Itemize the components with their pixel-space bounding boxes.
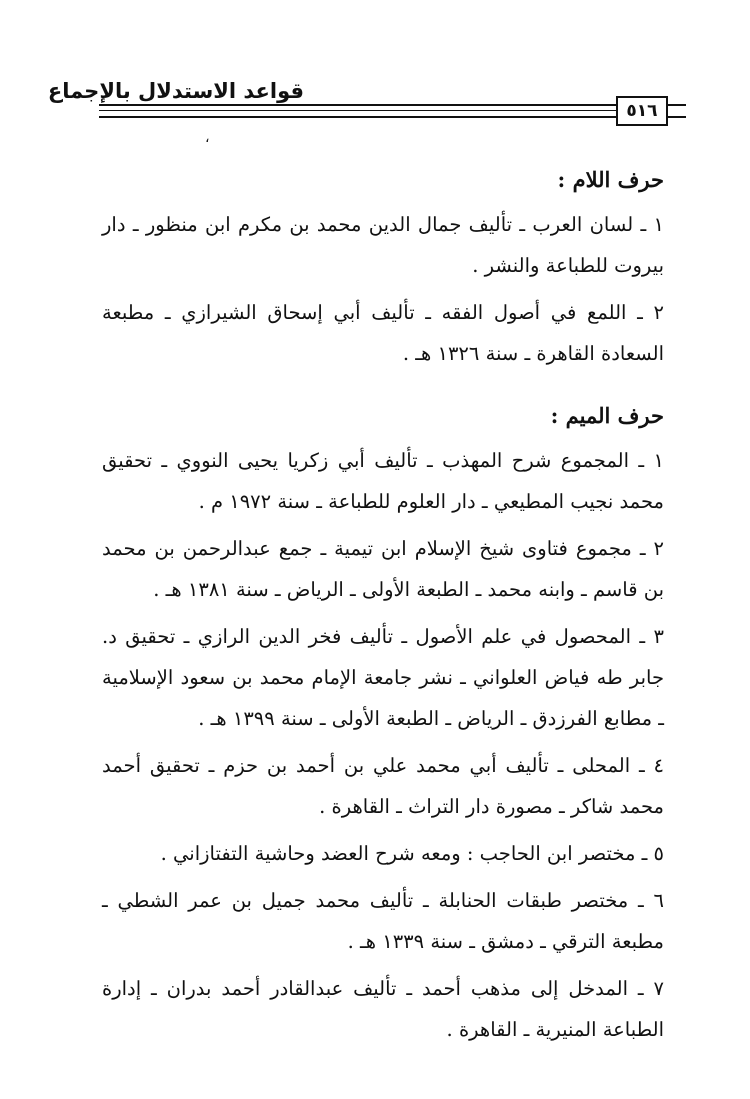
bibliography-entry: ٢ ـ مجموع فتاوى شيخ الإسلام ابن تيمية ـ جمع عبدالرحمن بن محمد بن قاسم ـ وابنه محمد ـ الطبعة الأولى ـ الرياض ـ سنة ١٣٨١ هـ . — [102, 537, 664, 601]
header-rule-top — [99, 104, 667, 106]
page-number: ٥١٦ — [616, 96, 668, 126]
stray-mark: ، — [205, 130, 210, 146]
bibliography-entry: ٦ ـ مختصر طبقات الحنابلة ـ تأليف محمد جميل بن عمر الشطي ـ مطبعة الترقي ـ دمشق ـ سنة ١٣٣٩ هـ . — [102, 889, 664, 953]
section-lam — [102, 160, 664, 374]
section-mim — [102, 396, 664, 1050]
header-rule-middle — [99, 110, 667, 111]
section-heading: حرف الميم : — [550, 403, 664, 428]
bibliography-entry: ١ ـ لسان العرب ـ تأليف جمال الدين محمد بن مكرم ابن منظور ـ دار بيروت للطباعة والنشر . — [102, 213, 664, 277]
bibliography-entry: ٥ ـ مختصر ابن الحاجب : ومعه شرح العضد وحاشية التفتازاني . — [160, 842, 664, 865]
running-title: قواعد الاستدلال بالإجماع — [47, 79, 304, 103]
bibliography-entry: ٤ ـ المحلى ـ تأليف أبي محمد علي بن أحمد بن حزم ـ تحقيق أحمد محمد شاكر ـ مصورة دار التراث ـ القاهرة . — [102, 754, 664, 818]
bibliography-entry: ٢ ـ اللمع في أصول الفقه ـ تأليف أبي إسحاق الشيرازي ـ مطبعة السعادة القاهرة ـ سنة ١٣٢٦ هـ . — [102, 301, 664, 365]
header-rule-bottom — [99, 116, 667, 118]
section-heading: حرف اللام : — [557, 167, 664, 192]
bibliography-entry: ٧ ـ المدخل إلى مذهب أحمد ـ تأليف عبدالقادر أحمد بدران ـ إدارة الطباعة المنيرية ـ القاهرة . — [102, 977, 664, 1041]
bibliography-entry: ٣ ـ المحصول في علم الأصول ـ تأليف فخر الدين الرازي ـ تحقيق د. جابر طه فياض العلواني ـ نشر جامعة الإمام محمد بن سعود الإسلامية ـ مطابع الفرزدق ـ الرياض ـ الطبعة الأولى ـ سنة ١٣٩٩ هـ . — [102, 625, 664, 730]
bibliography-content — [102, 160, 664, 1056]
bibliography-entry: ١ ـ المجموع شرح المهذب ـ تأليف أبي زكريا يحيى النووي ـ تحقيق محمد نجيب المطيعي ـ دار العلوم للطباعة ـ سنة ١٩٧٢ م . — [102, 449, 664, 513]
